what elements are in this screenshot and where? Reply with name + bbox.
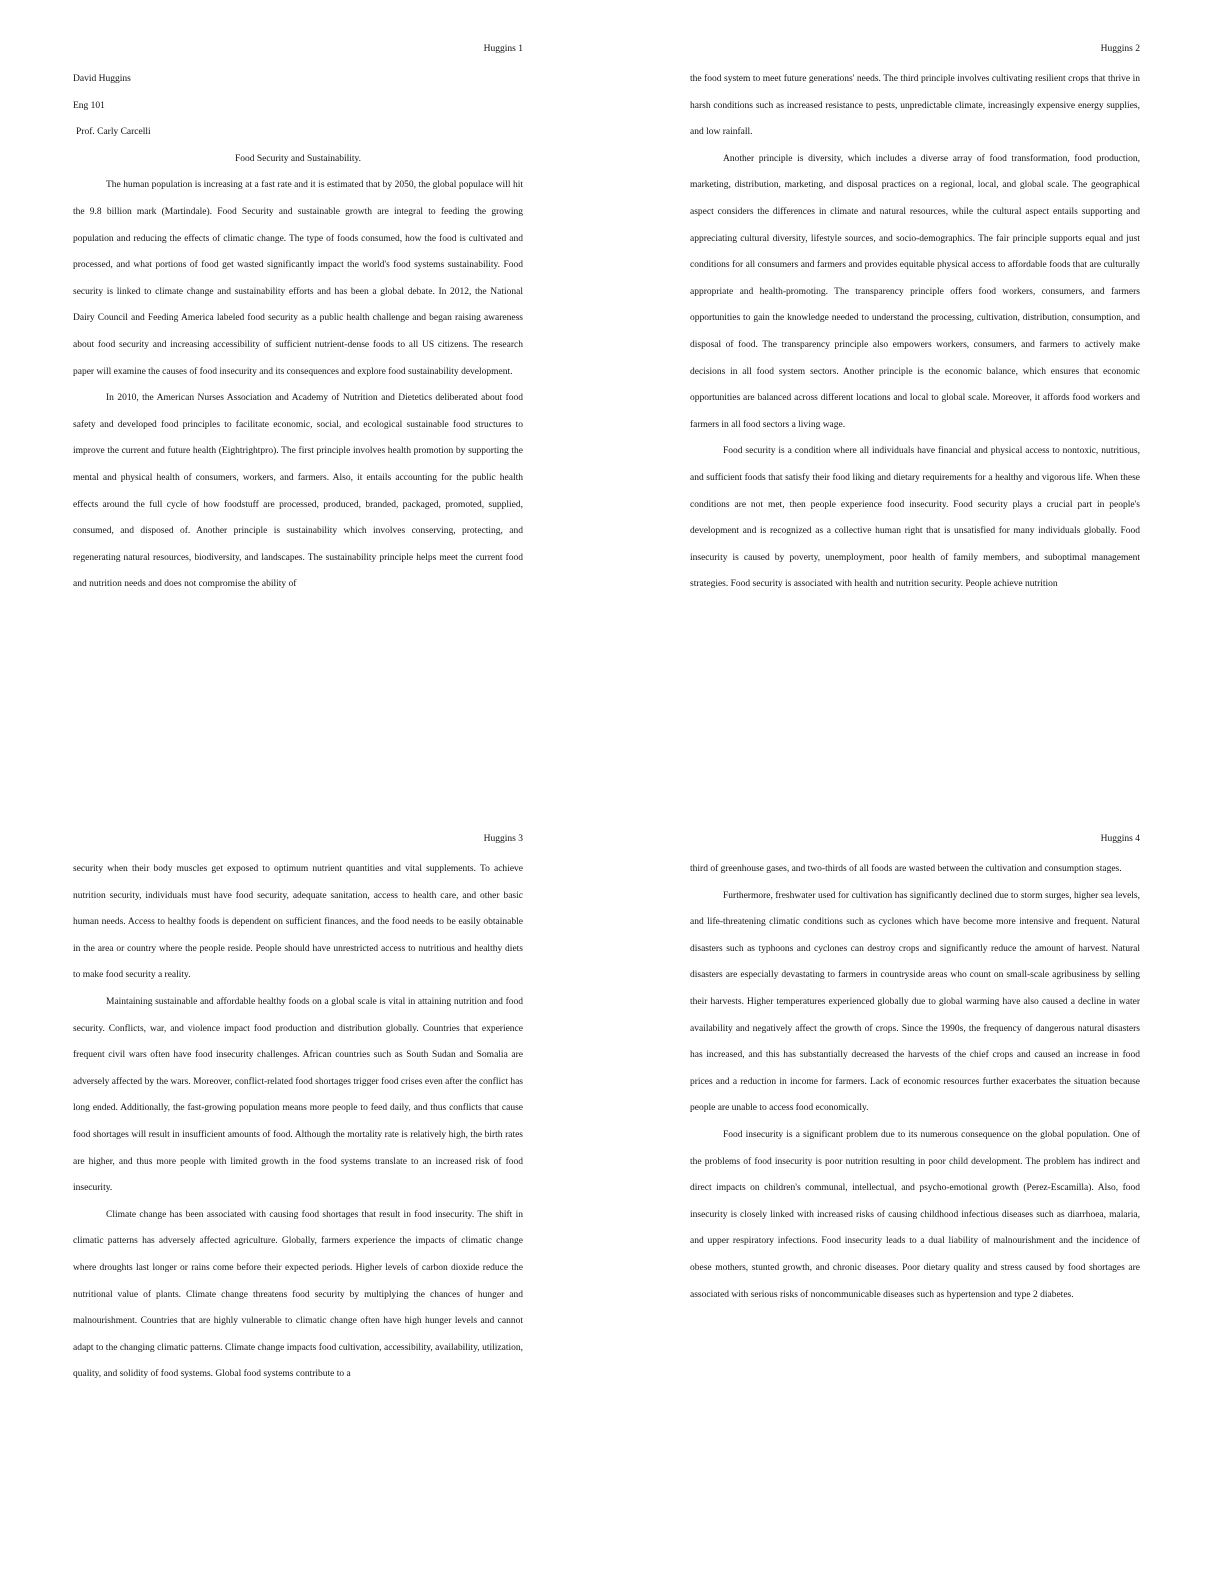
page-header: Huggins 2 xyxy=(1100,44,1140,54)
page-header: Huggins 1 xyxy=(483,44,523,54)
page-1 xyxy=(73,42,523,598)
paragraph: third of greenhouse gases, and two-thirds of all foods are wasted between the cultivation and consumption stages. xyxy=(690,864,1122,874)
paragraph: the food system to meet future generations' needs. The third principle involves cultivating resilient crops that thrive in harsh conditions such as increased resistance to pests, unpredictable climate, increasingly expensive energy supplies, and low rainfall. xyxy=(690,74,1140,138)
page-header: Huggins 3 xyxy=(483,834,523,844)
page-2 xyxy=(690,42,1140,598)
paragraph: security when their body muscles get exposed to optimum nutrient quantities and vital supplements. To achieve nutrition security, individuals must have food security, adequate sanitation, access to health care, and other basic human needs. Access to healthy foods is dependent on sufficient finances, and the food needs to be easily obtainable in the area or country where the people reside. People should have unrestricted access to nutritious and healthy diets to make food security a reality. xyxy=(73,864,523,981)
paper-title: Food Security and Sustainability. xyxy=(234,153,362,164)
page-header: Huggins 4 xyxy=(1100,834,1140,844)
paragraph: Maintaining sustainable and affordable healthy foods on a global scale is vital in attaining nutrition and food security. Conflicts, war, and violence impact food production and distribution globally. Countries that experience frequent civil wars often have food insecurity challenges. African countries such as South Sudan and Somalia are adversely affected by the wars. Moreover, conflict-related food shortages trigger food crises even after the conflict has long ended. Additionally, the fast-growing population means more people to feed daily, and thus conflicts that cause food shortages will result in insufficient amounts of food. Although the mortality rate is relatively high, the birth rates are higher, and thus more people with limited growth in the food systems translate to an increased risk of food insecurity. xyxy=(73,996,523,1194)
paragraph: Climate change has been associated with causing food shortages that result in food insecurity. The shift in climatic patterns has adversely affected agriculture. Globally, farmers experience the impacts of climatic change where droughts last longer or rains come before their expected periods. Higher levels of carbon dioxide reduce the nutritional value of plants. Climate change threatens food security by multiplying the chances of hunger and malnourishment. Countries that are highly vulnerable to climatic change often have high hunger levels and cannot adapt to the changing climatic patterns. Climate change impacts food cultivation, accessibility, availability, utilization, quality, and solidity of food systems. Global food systems contribute to a xyxy=(73,1209,523,1380)
paragraph: The human population is increasing at a fast rate and it is estimated that by 2050, the global populace will hit the 9.8 billion mark (Martindale). Food Security and sustainable growth are integral to feeding the growing population and reducing the effects of climatic change. The type of foods consumed, how the food is cultivated and processed, and what portions of food get wasted significantly impact the world's food systems sustainability. Food security is linked to climate change and sustainability efforts and has been a global debate. In 2012, the National Dairy Council and Feeding America labeled food security as a public health challenge and began raising awareness about food security and increasing accessibility of sufficient nutrient-dense foods to all US citizens. The research paper will examine the causes of food insecurity and its consequences and explore food sustainability development. xyxy=(73,180,523,377)
paragraph: Food insecurity is a significant problem due to its numerous consequence on the global population. One of the problems of food insecurity is poor nutrition resulting in poor child development. The problem has indirect and direct impacts on children's communal, intellectual, and psycho-emotional growth (Perez-Escamilla). Also, food insecurity is closely linked with increased risks of causing childhood infectious diseases such as diarrhoea, malaria, and upper respiratory infections. Food insecurity leads to a dual liability of malnourishment and the incidence of obese mothers, stunted growth, and chronic diseases. Poor dietary quality and stress caused by food shortages are associated with serious risks of noncommunicable diseases such as hypertension and type 2 diabetes. xyxy=(690,1129,1140,1300)
page-4 xyxy=(690,832,1140,1308)
paragraph: Furthermore, freshwater used for cultivation has significantly declined due to storm surges, higher sea levels, and life-threatening climatic conditions such as cyclones which have become more intensive and frequent. Natural disasters such as typhoons and cyclones can destroy crops and significantly reduce the amount of harvest. Natural disasters are especially devastating to farmers in countryside areas who count on small-scale agribusiness by selling their harvests. Higher temperatures experienced globally due to global warming have also caused a decline in water availability and negatively affect the growth of crops. Since the 1990s, the frequency of dangerous natural disasters has increased, and this has substantially decreased the harvests of the chief crops and caused an increase in food prices and a reduction in income for farmers. Lack of economic resources further exacerbates the situation because people are unable to access food economically. xyxy=(690,890,1140,1114)
course-name: Eng 101 xyxy=(73,100,105,111)
paragraph: In 2010, the American Nurses Association and Academy of Nutrition and Dietetics deliberated about food safety and developed food principles to facilitate economic, social, and ecological sustainable food structures to improve the current and future health (Eightrightpro). The first principle involves health promotion by supporting the mental and physical health of consumers, workers, and farmers. Also, it entails accounting for the public health effects around the full cycle of how foodstuff are processed, produced, branded, packaged, promoted, supplied, consumed, and disposed of. Another principle is sustainability which involves conserving, protecting, and regenerating natural resources, biodiversity, and landscapes. The sustainability principle helps meet the current food and nutrition needs and does not compromise the ability of xyxy=(73,393,523,590)
page-3 xyxy=(73,832,523,1388)
professor-name: Prof. Carly Carcelli xyxy=(76,127,151,138)
paragraph: Food security is a condition where all individuals have financial and physical access to nontoxic, nutritious, and sufficient foods that satisfy their food liking and dietary requirements for a healthy and vigorous life. When these conditions are not met, then people experience food insecurity. Food security plays a crucial part in people's development and is recognized as a collective human right that is unsatisfied for many individuals globally. Food insecurity is caused by poverty, unemployment, poor health of family members, and suboptimal management strategies. Food security is associated with health and nutrition security. People achieve nutrition xyxy=(690,446,1140,590)
author-name: David Huggins xyxy=(73,74,131,84)
paragraph: Another principle is diversity, which includes a diverse array of food transformation, food production, marketing, distribution, marketing, and disposal practices on a regional, local, and global scale. The geographical aspect considers the differences in climate and natural resources, while the cultural aspect entails supporting and appreciating cultural diversity, lifestyle sources, and socio-demographics. The fair principle supports equal and just conditions for all consumers and farmers and provides equitable physical access to affordable foods that are culturally appropriate and health-promoting. The transparency principle offers food workers, consumers, and farmers opportunities to gain the knowledge needed to understand the processing, cultivation, distribution, consumption, and disposal of food. The transparency principle also empowers workers, consumers, and farmers to actively make decisions in all food system sectors. Another principle is the economic balance, which ensures that economic opportunities are balanced across different locations and local to global scale. Moreover, it affords food workers and farmers in all food sectors a living wage. xyxy=(690,153,1140,430)
